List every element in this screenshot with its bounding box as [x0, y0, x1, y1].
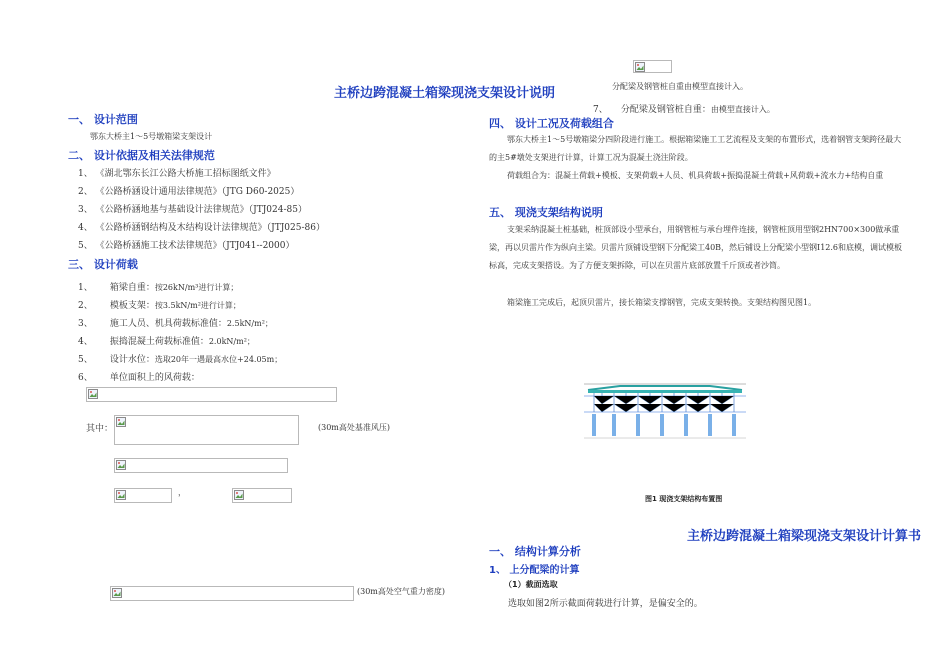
reference-item: 2、 《公路桥涵设计通用法律规范》（JTG D60-2025）: [78, 187, 300, 197]
self-weight-note: 分配梁及钢管桩自重由模型直接计入。: [612, 82, 748, 91]
section-1-heading: 一、 设计范围: [68, 113, 138, 126]
calc-subsubsection-heading: （1）截面选取: [504, 580, 558, 589]
load-item-value: 选取20年一遇最高水位+24.05m；: [154, 355, 283, 364]
load-item-label: 设计水位：: [109, 355, 155, 365]
formula-image: [114, 488, 172, 503]
load-item-label: 箱梁自重：: [109, 283, 155, 293]
load-item: [78, 275, 238, 294]
load-item: [78, 365, 200, 384]
air-density-formula-image: [110, 586, 354, 601]
broken-image-icon: [234, 490, 244, 500]
calculation-title: 主桥边跨混凝土箱梁现浇支架设计计算书: [687, 529, 922, 544]
pressure-note: (30m高处基准风压): [318, 423, 391, 432]
section-5-paragraph: 支架采纳混凝土桩基础，桩顶部设小型承台，用钢管桩与承台埋件连接，钢管桩顶用型钢2HN700×300做承重梁，再以贝雷片作为纵向主梁。贝雷片顶铺设型钢下分配梁工40B，然后铺设上分配梁小型钢I12.6和底模，调试模板标高，完成支架搭设。为了方便支架拆除，可以在贝雷片底部放置千斤顶或者沙筒。: [489, 225, 903, 270]
load-item-label: 施工人员、机具荷载标准值：: [109, 319, 227, 329]
figure-caption: 图1 现浇支架结构布置图: [645, 495, 723, 503]
calc-text: 选取如图2所示截面荷载进行计算，是偏安全的。: [508, 599, 703, 609]
section-4-paragraph: 鄂东大桥主1～5号墩箱梁分四阶段进行施工。根据箱梁施工工艺流程及支架的布置形式，选着钢管支架跨径最大的主5#墩处支架进行计算，计算工况为混凝土浇注阶段。: [489, 135, 902, 162]
section-4-heading: 四、 设计工况及荷载组合: [489, 117, 614, 130]
broken-image-icon: [116, 417, 126, 427]
formula-image: [232, 488, 292, 503]
wind-load-formula-image: [86, 387, 337, 402]
load-item-value: 2.5kN/m²；: [226, 319, 273, 328]
broken-image-icon: [635, 62, 645, 72]
load-item: [78, 329, 255, 348]
load-item-7: [593, 97, 775, 116]
load-item-value: 按3.5kN/m²进行计算；: [154, 301, 241, 310]
formula-image: [114, 458, 288, 473]
wind-pressure-formula-image: [114, 415, 299, 445]
section-3-heading: 三、 设计荷载: [68, 258, 138, 271]
broken-image-icon: [112, 588, 122, 598]
calc-section-heading: 一、 结构计算分析: [489, 545, 581, 558]
reference-item: 4、 《公路桥涵钢结构及木结构设计法律规范》（JTJ025-86）: [78, 223, 325, 233]
load-item-value: 按26kN/m³进行计算；: [154, 283, 239, 292]
load-item-num: 3、: [78, 319, 93, 329]
reference-item: 3、 《公路桥涵地基与基础设计法律规范》（JTJ024-85）: [78, 205, 307, 215]
load-item-num: 1、: [78, 283, 93, 293]
load-item-value: 由模型直接计入。: [710, 105, 775, 114]
load-item-value: 2.0kN/m²；: [208, 337, 255, 346]
load-item-label: 振捣混凝土荷载标准值：: [109, 337, 209, 347]
load-item: [78, 293, 241, 312]
calc-subsection-heading: 1、 上分配梁的计算: [489, 565, 580, 576]
section-2-heading: 二、 设计依据及相关法律规范: [68, 149, 215, 162]
load-item-num: 7、: [593, 105, 608, 115]
load-item-num: 4、: [78, 337, 93, 347]
load-item-label: 单位面积上的风荷载：: [109, 373, 200, 383]
load-item-label: 模板支架：: [109, 301, 155, 311]
where-label: 其中：: [86, 424, 114, 434]
comma-separator: ，: [178, 488, 186, 497]
section-4-combination: 荷载组合为：混凝土荷载+模板、支架荷载+人员、机具荷载+振捣混凝土荷载+风荷载+流水力+结构自重: [507, 171, 884, 180]
broken-image-icon: [88, 389, 98, 399]
reference-item: 5、 《公路桥涵施工技术法律规范》（JTJ041--2000）: [78, 241, 295, 251]
load-item-label: 分配梁及钢管桩自重：: [620, 105, 711, 115]
broken-image-icon: [116, 490, 126, 500]
density-note: (30m高处空气重力密度): [357, 587, 446, 596]
load-item-num: 5、: [78, 355, 93, 365]
formula-image: [633, 60, 672, 73]
load-item: [78, 347, 282, 366]
section-1-text: 鄂东大桥主1～5号墩箱梁支架设计: [90, 132, 213, 141]
reference-item: 1、 《湖北鄂东长江公路大桥施工招标图纸文件》: [78, 169, 276, 179]
section-5-paragraph-2: 箱梁施工完成后，起顶贝雷片，接长箱梁支撑钢管，完成支架转换。支架结构图见图1。: [507, 298, 817, 307]
section-5-heading: 五、 现浇支架结构说明: [489, 206, 603, 219]
load-item: [78, 311, 273, 330]
load-item-num: 6、: [78, 373, 93, 383]
broken-image-icon: [116, 460, 126, 470]
page-title: 主桥边跨混凝土箱梁现浇支架设计说明: [334, 86, 556, 101]
support-structure-drawing: [580, 376, 750, 442]
load-item-num: 2、: [78, 301, 93, 311]
